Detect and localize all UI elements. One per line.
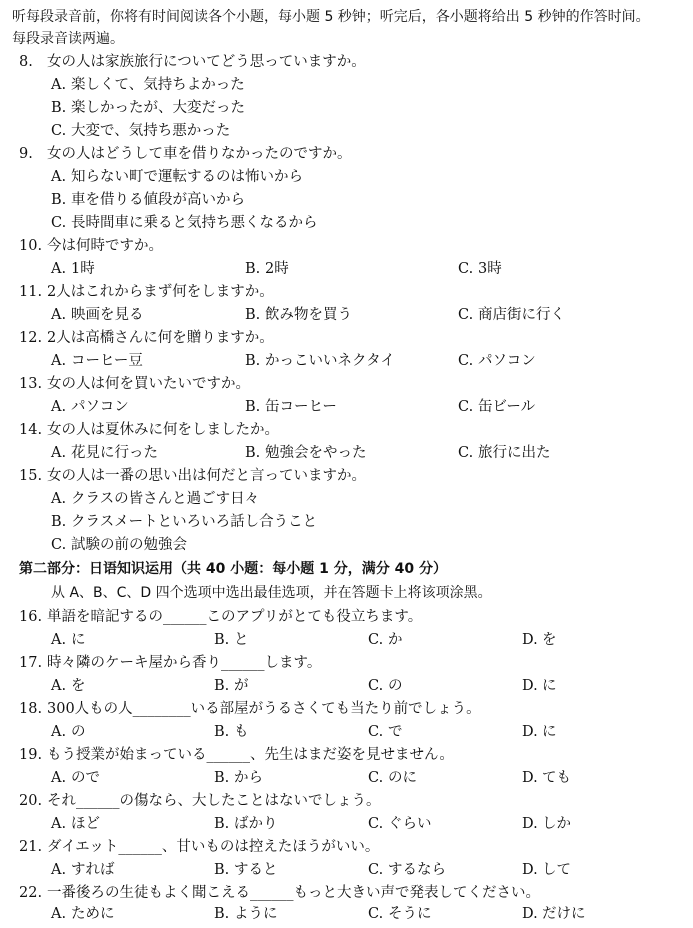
option-letter: B. [245,353,261,369]
question-8 [0,51,693,73]
option-d[interactable] [522,675,557,697]
option-d[interactable] [522,859,571,881]
option-row [0,442,693,464]
option-letter: C. [368,632,384,648]
question-number: 20. [19,793,43,809]
option-text: ために [71,906,115,922]
option-row [0,675,693,697]
option-b[interactable] [214,629,249,651]
option-text: の [71,724,86,740]
option-a[interactable] [51,813,100,835]
option-row [0,189,693,211]
option-text: そうに [388,906,432,922]
option-text: ので [71,770,100,786]
intro-text-1: 听每段录音前，你将有时间阅读各个小题，每小题 5 秒钟；听完后，各小题将给出 5 秒钟的作答时间。 [12,9,650,25]
option-letter: A. [51,491,67,507]
question-11 [0,281,693,303]
option-letter: B. [214,632,230,648]
option-c[interactable] [51,534,187,556]
option-text: パソコン [71,399,129,415]
question-15 [0,465,693,487]
question-text: 女の人は夏休みに何をしましたか。 [47,422,279,438]
question-text: 女の人は家族旅行についてどう思っていますか。 [47,54,366,70]
option-text: すれば [71,862,115,878]
option-a[interactable] [51,396,129,418]
option-text: 缶コーヒー [265,399,337,415]
option-letter: A. [51,906,67,922]
option-text: ほど [71,816,100,832]
option-text: ても [542,770,571,786]
option-d[interactable] [522,629,557,651]
option-text: で [388,724,403,740]
question-text: 女の人は何を買いたいですか。 [47,376,250,392]
option-text: に [542,678,557,694]
option-a[interactable] [51,350,143,372]
option-b[interactable] [245,304,352,326]
option-d[interactable] [522,721,557,743]
option-a[interactable] [51,859,115,881]
option-a[interactable] [51,903,115,925]
option-d[interactable] [522,767,571,789]
option-letter: A. [51,399,67,415]
option-text: が [234,678,249,694]
option-b[interactable] [245,258,289,280]
option-b[interactable] [214,813,278,835]
question-22 [0,882,693,904]
option-letter: A. [51,632,67,648]
question-text: 今は何時ですか。 [47,238,163,254]
option-text: 旅行に出た [478,445,551,461]
option-text: だけに [542,906,586,922]
option-letter: B. [214,906,230,922]
option-c[interactable] [368,859,446,881]
question-21 [0,836,693,858]
question-number: 13. [19,376,43,392]
option-letter: D. [522,862,538,878]
option-letter: A. [51,169,67,185]
option-text: 知らない町で運転するのは怖いから [71,169,303,185]
question-18 [0,698,693,720]
option-text: ように [234,906,278,922]
option-letter: B. [245,399,261,415]
option-letter: C. [51,123,67,139]
question-9 [0,143,693,165]
option-letter: B. [214,770,230,786]
section-header [0,558,693,580]
question-text: 時々隣のケーキ屋から香り______します。 [47,655,322,671]
option-letter: B. [51,100,67,116]
option-b[interactable] [214,859,278,881]
option-letter: A. [51,77,67,93]
option-b[interactable] [51,189,245,211]
question-number: 8. [19,54,33,70]
question-text: もう授業が始まっている______、先生はまだ姿を見せません。 [47,747,454,763]
option-text: ぐらい [388,816,432,832]
section-instruction [0,582,693,604]
option-text: ばかり [234,816,278,832]
option-a[interactable] [51,721,86,743]
option-text: するなら [388,862,446,878]
question-number: 17. [19,655,43,671]
option-letter: C. [368,906,384,922]
question-text: 300人もの人________いる部屋がうるさくても当たり前でしょう。 [47,701,481,717]
option-text: 車を借りる値段が高いから [71,192,245,208]
option-c[interactable] [368,675,403,697]
option-text: と [234,632,249,648]
question-text: それ______の傷なら、大したことはないでしょう。 [47,793,381,809]
option-b[interactable] [245,396,337,418]
option-a[interactable] [51,442,158,464]
option-text: 長時間車に乗ると気持ち悪くなるから [71,215,318,231]
option-row [0,721,693,743]
option-d[interactable] [522,813,571,835]
option-row [0,488,693,510]
question-text: 単語を暗記するの______このアプリがとても役立ちます。 [47,609,423,625]
option-text: クラスの皆さんと過ごす日々 [71,491,260,507]
question-text: 2人は高橋さんに何を贈りますか。 [47,330,274,346]
question-number: 16. [19,609,43,625]
option-letter: C. [458,261,474,277]
option-letter: D. [522,816,538,832]
option-text: 楽しかったが、大変だった [71,100,245,116]
question-13 [0,373,693,395]
option-row [0,166,693,188]
option-text: パソコン [478,353,536,369]
option-b[interactable] [51,97,245,119]
option-c[interactable] [368,629,403,651]
option-letter: A. [51,307,67,323]
option-row [0,350,693,372]
option-letter: B. [214,678,230,694]
option-letter: C. [368,816,384,832]
option-c[interactable] [368,813,432,835]
option-row [0,97,693,119]
option-letter: A. [51,816,67,832]
option-b[interactable] [214,675,249,697]
option-letter: B. [214,862,230,878]
option-c[interactable] [458,304,565,326]
question-14 [0,419,693,441]
option-row [0,120,693,142]
option-text: を [542,632,557,648]
option-letter: B. [51,514,67,530]
option-a[interactable] [51,488,259,510]
option-text: に [71,632,86,648]
option-c[interactable] [458,258,502,280]
option-text: 3時 [478,261,502,277]
option-c[interactable] [458,396,535,418]
option-letter: C. [458,399,474,415]
option-text: のに [388,770,417,786]
option-row [0,859,693,881]
option-letter: A. [51,724,67,740]
option-letter: C. [51,537,67,553]
option-c[interactable] [368,903,432,925]
option-text: か [388,632,403,648]
option-letter: B. [245,445,261,461]
option-letter: B. [214,724,230,740]
option-row [0,212,693,234]
option-letter: B. [214,816,230,832]
option-d[interactable] [522,903,586,925]
option-c[interactable] [51,120,230,142]
option-row [0,396,693,418]
option-letter: B. [245,261,261,277]
option-text: の [388,678,403,694]
option-a[interactable] [51,304,144,326]
option-text: 商店街に行く [478,307,565,323]
option-a[interactable] [51,74,245,96]
option-b[interactable] [214,767,263,789]
option-c[interactable] [458,350,536,372]
option-letter: C. [458,353,474,369]
question-number: 10. [19,238,43,254]
question-text: 女の人はどうして車を借りなかったのですか。 [47,146,352,162]
instruction-text: 从 A、B、C、D 四个选项中选出最佳选项，并在答题卡上将该项涂黑。 [51,585,492,601]
question-number: 15. [19,468,43,484]
option-b[interactable] [51,511,317,533]
question-19 [0,744,693,766]
option-text: 大変で、気持ち悪かった [71,123,231,139]
option-letter: C. [458,307,474,323]
option-text: に [542,724,557,740]
option-text: も [234,724,249,740]
question-number: 14. [19,422,43,438]
option-a[interactable] [51,767,100,789]
question-17 [0,652,693,674]
option-letter: A. [51,353,67,369]
option-letter: B. [245,307,261,323]
option-text: 試験の前の勉強会 [71,537,187,553]
option-b[interactable] [214,721,249,743]
option-row [0,304,693,326]
option-b[interactable] [245,442,367,464]
option-letter: D. [522,906,538,922]
option-text: して [542,862,571,878]
option-row [0,903,693,925]
question-20 [0,790,693,812]
option-row [0,511,693,533]
option-letter: A. [51,862,67,878]
option-c[interactable] [368,767,417,789]
question-16 [0,606,693,628]
option-row [0,74,693,96]
option-letter: D. [522,632,538,648]
option-letter: D. [522,724,538,740]
intro-text-2: 每段录音读两遍。 [12,31,124,47]
option-text: から [234,770,263,786]
option-letter: C. [51,215,67,231]
option-letter: C. [368,724,384,740]
option-text: を [71,678,86,694]
option-a[interactable] [51,258,95,280]
option-text: 飲み物を買う [265,307,352,323]
option-c[interactable] [458,442,551,464]
question-number: 11. [19,284,43,300]
option-text: 勉強会をやった [265,445,367,461]
option-row [0,813,693,835]
option-letter: D. [522,770,538,786]
option-b[interactable] [245,350,395,372]
option-letter: D. [522,678,538,694]
option-letter: C. [368,770,384,786]
intro-line-1 [0,6,693,28]
option-text: すると [234,862,278,878]
option-a[interactable] [51,629,86,651]
option-row [0,534,693,556]
question-10 [0,235,693,257]
question-number: 21. [19,839,43,855]
option-letter: B. [51,192,67,208]
option-a[interactable] [51,166,303,188]
option-letter: C. [368,862,384,878]
option-text: 1時 [71,261,95,277]
option-letter: C. [458,445,474,461]
option-text: コーヒー豆 [71,353,143,369]
option-c[interactable] [368,721,403,743]
option-row [0,258,693,280]
intro-line-2 [0,28,693,50]
question-12 [0,327,693,349]
question-text: 2人はこれからまず何をしますか。 [47,284,274,300]
question-number: 19. [19,747,43,763]
question-text: 一番後ろの生徒もよく聞こえる______もっと大きい声で発表してください。 [47,885,540,901]
option-row [0,767,693,789]
option-letter: A. [51,445,67,461]
option-text: しか [542,816,571,832]
option-text: 楽しくて、気持ちよかった [71,77,245,93]
option-text: 2時 [265,261,289,277]
option-letter: C. [368,678,384,694]
question-number: 22. [19,885,43,901]
question-text: ダイエット______、甘いものは控えたほうがいい。 [47,839,380,855]
option-text: 花見に行った [71,445,158,461]
question-number: 12. [19,330,43,346]
question-text: 女の人は一番の思い出は何だと言っていますか。 [47,468,366,484]
section-title: 第二部分：日语知识运用（共 40 小题：每小题 1 分，满分 40 分） [19,561,447,577]
option-b[interactable] [214,903,278,925]
option-letter: A. [51,678,67,694]
question-number: 9. [19,146,33,162]
option-c[interactable] [51,212,318,234]
option-text: 缶ビール [478,399,536,415]
option-a[interactable] [51,675,86,697]
option-letter: A. [51,770,67,786]
option-text: かっこいいネクタイ [265,353,395,369]
option-text: クラスメートといろいろ話し合うこと [71,514,318,530]
option-text: 映画を見る [71,307,144,323]
question-number: 18. [19,701,43,717]
option-row [0,629,693,651]
option-letter: A. [51,261,67,277]
